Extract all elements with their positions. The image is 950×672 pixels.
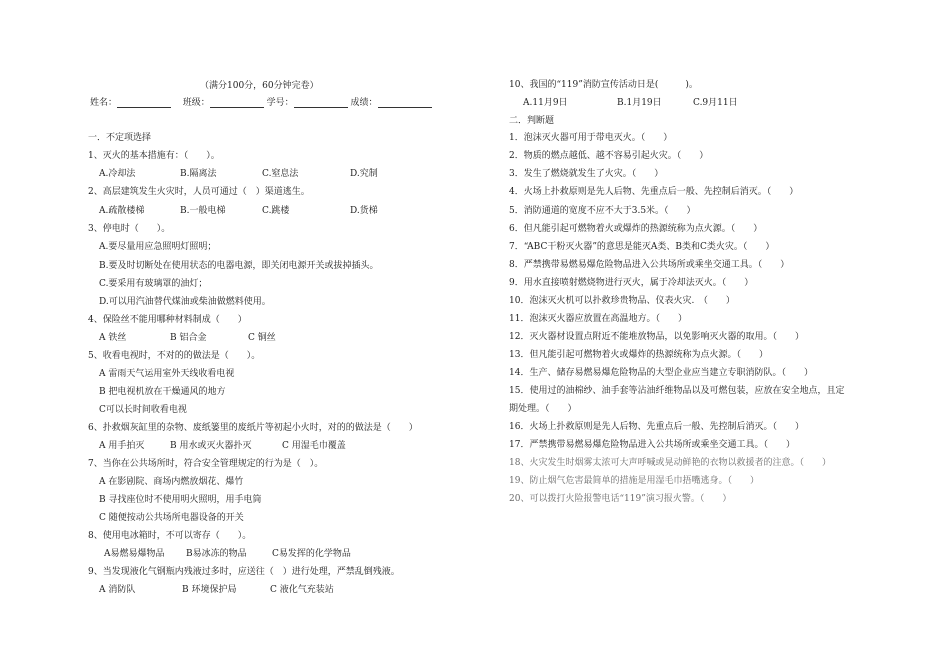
- judge-item-9: 9．用水直接喷射燃烧物进行灭火，属于冷却法灭火。（ ）: [509, 278, 754, 288]
- judge-item-18: 18、火灾发生时烟雾太浓可大声呼喊或晃动鲜艳的衣物以救援者的注意。（ ）: [509, 458, 831, 468]
- exam-subtitle: （满分100分，60分钟完卷）: [200, 81, 319, 91]
- question-9-option-b[interactable]: B 环境保护局: [182, 585, 237, 595]
- question-10-option-a[interactable]: A.11月9日: [523, 98, 568, 108]
- class-label: 班级：: [182, 98, 210, 108]
- question-3-option-a[interactable]: A.要尽量用应急照明灯照明；: [99, 242, 217, 252]
- question-4-option-c[interactable]: C 铜丝: [248, 333, 276, 343]
- student-info-row: [90, 98, 432, 108]
- question-7-option-a[interactable]: A 在影剧院、商场内燃放烟花、爆竹: [99, 477, 244, 487]
- question-5-option-a[interactable]: A 雷雨天气运用室外天线收看电视: [99, 369, 235, 379]
- judge-item-20: 20、可以拨打火险报警电话“119”演习报火警。（ ）: [509, 494, 732, 504]
- question-4-option-a[interactable]: A 铁丝: [99, 333, 127, 343]
- question-2: 2、高层建筑发生火灾时，人员可通过（ ）渠道逃生。: [88, 187, 310, 197]
- class-field[interactable]: [210, 98, 264, 108]
- section2-title: 二．判断题: [509, 116, 555, 126]
- question-1-option-d[interactable]: D.究制: [350, 169, 378, 179]
- judge-item-14: 14．生产、储存易燃易爆危险物品的大型企业应当建立专职消防队。（ ）: [509, 368, 813, 378]
- question-8: 8、使用电冰箱时，不可以寄存（ ）。: [88, 531, 252, 541]
- question-6-option-c[interactable]: C 用湿毛巾覆盖: [282, 441, 346, 451]
- judge-item-16: 16．火场上扑救原则是先人后物、先重点后一般、先控制后消灭。（ ）: [509, 422, 804, 432]
- judge-item-5: 5．消防通道的宽度不应不大于3.5米。（ ）: [509, 206, 696, 216]
- question-7-option-c[interactable]: C 随便按动公共场所电器设备的开关: [99, 513, 244, 523]
- question-10-option-b[interactable]: B.1月19日: [617, 98, 662, 108]
- question-7: 7、当你在公共场所时，符合安全管理规定的行为是（ ）。: [88, 459, 324, 469]
- question-5: 5、收看电视时，不对的的做法是（ ）。: [88, 351, 261, 361]
- score-field[interactable]: [378, 98, 432, 108]
- question-3-option-b[interactable]: B.要及时切断处在使用状态的电器电源，即关闭电源开关或拔掉插头。: [99, 261, 379, 271]
- judge-item-15-cont: 期处理。（ ）: [509, 404, 577, 414]
- question-1-option-c[interactable]: C.窒息法: [262, 169, 299, 179]
- judge-item-2: 2．物质的燃点越低、越不容易引起火灾。（ ）: [509, 151, 709, 161]
- question-5-option-c[interactable]: C可以长时间收看电视: [99, 405, 187, 415]
- question-10-option-c[interactable]: C.9月11日: [693, 98, 738, 108]
- question-3-option-d[interactable]: D.可以用汽油替代煤油或柴油做燃料使用。: [99, 297, 271, 307]
- id-field[interactable]: [294, 98, 348, 108]
- question-6: 6、扑救烟灰缸里的杂物、废纸篓里的废纸片等初起小火时，对的的做法是（ ）: [88, 423, 418, 433]
- question-2-option-a[interactable]: A.疏散楼梯: [99, 206, 145, 216]
- question-8-option-b[interactable]: B易冰冻的物品: [186, 549, 247, 559]
- question-9-option-a[interactable]: A 消防队: [99, 585, 136, 595]
- question-1-option-a[interactable]: A.冷却法: [99, 169, 136, 179]
- judge-item-4: 4．火场上扑救原则是先人后物、先重点后一般、先控制后消灭。（ ）: [509, 187, 799, 197]
- question-7-option-b[interactable]: B 寻找座位时不使用明火照明，用手电筒: [99, 495, 262, 505]
- question-2-option-c[interactable]: C.跳楼: [262, 206, 290, 216]
- judge-item-13: 13．但凡能引起可燃物着火或爆炸的热源统称为点火源。（ ）: [509, 350, 768, 360]
- judge-item-3: 3．发生了燃烧就发生了火灾。（ ）: [509, 169, 664, 179]
- judge-item-15: 15．使用过的油棉纱、油手套等沾油纤维物品以及可燃包装，应放在安全地点，且定: [509, 386, 845, 396]
- id-label: 学号：: [266, 98, 294, 108]
- judge-item-8: 8．严禁携带易燃易爆危险物品进入公共场所或乘坐交通工具。（ ）: [509, 260, 790, 270]
- question-6-option-b[interactable]: B 用水或灭火器扑灭: [170, 441, 252, 451]
- score-label: 成绩：: [350, 98, 378, 108]
- judge-item-6: 6．但凡能引起可燃物着火或爆炸的热源统称为点火源。（ ）: [509, 224, 763, 234]
- judge-item-19: 19、防止烟气危害最简单的措施是用湿毛巾捂嘴逃身。（ ）: [509, 476, 759, 486]
- question-9: 9、当发现液化气钢瓶内残液过多时，应送往（ ）进行处理，严禁乱倒残液。: [88, 567, 400, 577]
- judge-item-10: 10．泡沫灭火机可以扑救珍贵物品、仪表火灾. （ ）: [509, 296, 735, 306]
- question-6-option-a[interactable]: A 用手拍灭: [99, 441, 145, 451]
- judge-item-17: 17．严禁携带易燃易爆危险物品进入公共场所或乘坐交通工具。（ ）: [509, 440, 795, 450]
- question-3: 3、停电时（ ）。: [88, 224, 171, 234]
- question-4-option-b[interactable]: B 铝合金: [170, 333, 207, 343]
- question-8-option-c[interactable]: C易发挥的化学物品: [272, 549, 351, 559]
- name-label: 姓名：: [90, 98, 118, 108]
- question-9-option-c[interactable]: C 液化气充装站: [270, 585, 334, 595]
- section1-title: 一．不定项选择: [88, 133, 152, 143]
- question-3-option-c[interactable]: C.要采用有玻璃罩的油灯；: [99, 279, 208, 289]
- question-1-option-b[interactable]: B.隔离法: [180, 169, 217, 179]
- judge-item-7: 7．“ABC干粉灭火器”的意思是能灭A类、B类和C类火灾。（ ）: [509, 242, 775, 252]
- question-2-option-b[interactable]: B.一般电梯: [180, 206, 226, 216]
- question-4: 4、保险丝不能用哪种材料制成（ ）: [88, 315, 247, 325]
- judge-item-1: 1．泡沫灭火器可用于带电灭火。（ ）: [509, 133, 673, 143]
- question-10: 10、我国的“119”消防宣传活动日是( )。: [509, 80, 698, 90]
- judge-item-11: 11．泡沫灭火器应放置在高温地方。（ ）: [509, 314, 687, 324]
- judge-item-12: 12．灭火器材设置点附近不能堆放物品，以免影响灭火器的取用。（ ）: [509, 332, 804, 342]
- question-2-option-d[interactable]: D.货梯: [350, 206, 378, 216]
- question-8-option-a[interactable]: A易燃易爆物品: [104, 549, 165, 559]
- question-1: 1、灭火的基本措施有：（ ）。: [88, 151, 220, 161]
- name-field[interactable]: [117, 98, 171, 108]
- question-5-option-b[interactable]: B 把电视机放在干燥通风的地方: [99, 387, 226, 397]
